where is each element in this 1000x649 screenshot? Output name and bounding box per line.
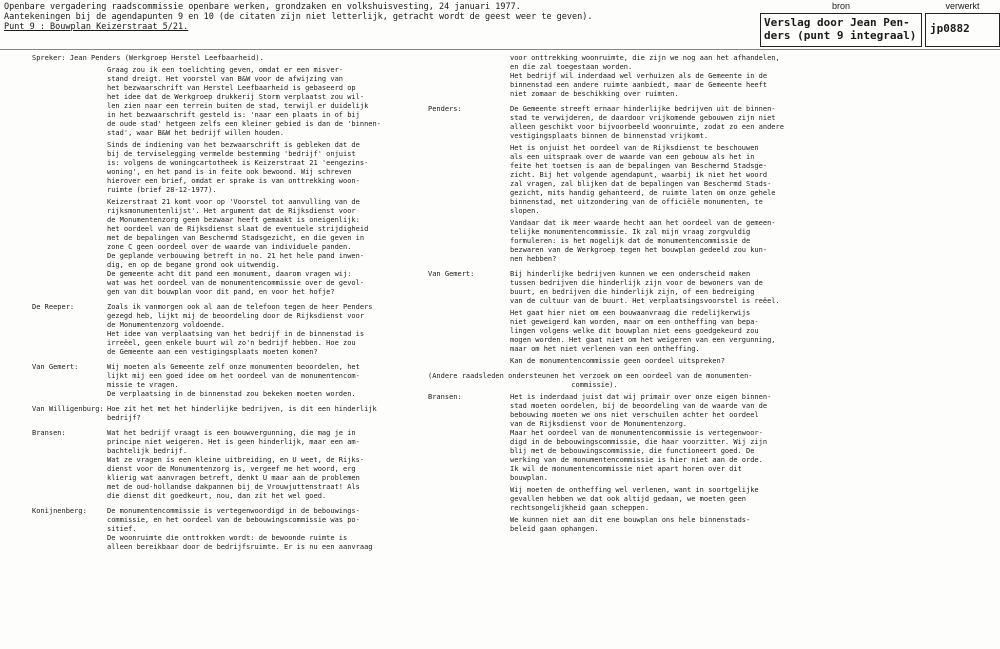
speech-paragraph: Wij moeten de ontheffing wel verlenen, want in soortgelijke gevallen hebben we dat ook altijd gedaan, we moeten geen rechtsongelijkheid gaan scheppen. [510, 486, 759, 512]
speaker-name: Bransen: [428, 393, 462, 401]
header-line-3: Punt 9 : Bouwplan Keizerstraat 5/21. [4, 22, 189, 32]
header-line-1: Openbare vergadering raadscommissie openbare werken, grondzaken en volkshuisvesting, 24 januari 1977. [4, 2, 521, 12]
speaker-name: Konijnenberg: [32, 507, 87, 515]
speech-paragraph: Het is inderdaad juist dat wij primair over onze eigen binnen- stad moeten oordelen, bij de beoordeling van de waarde van de bebouwing moeten we ons niet verschuilen achter het oordeel van de Rijksdienst voor de Monumentenzorg. Maar het oordeel van de monumentencommissie is vertegenwoor- digd in de bebouwingscommissie, die haar voorzitter. Wij zijn blij met de bebouwingscommissie, die functioneert goed. De werking van de monumentencommissie is hier niet aan de orde. Ik wil de monumentencommissie niet apart horen over dit bouwplan. [510, 393, 772, 482]
document-header [4, 2, 704, 32]
speech-text [510, 393, 828, 537]
archive-stamp [760, 1, 999, 47]
speaker-name: Penders: [428, 105, 462, 113]
speech-text [510, 270, 828, 369]
verwerkt-label: verwerkt [945, 1, 980, 11]
speaker-name: Van Gemert: [32, 363, 79, 371]
bron-label: bron [831, 1, 850, 11]
speech-block [32, 66, 392, 300]
speech-block [428, 393, 828, 537]
speech-text [107, 405, 392, 426]
speech-paragraph: Sinds de indiening van het bezwaarschrift is gebleken dat de bij de terviselegging vermelde bestemming 'bedrijf' onjuist is: volgens de woningcartotheek is Keizerstraat 21 'eengezins- woning', en het pand is in feite ook bewoond. Wij schreven hierover een brief, omdat er sprake is van onttrekking woon- ruimte (brief 28-12-1977). [107, 141, 369, 194]
speaker-name: Van Willigenburg: [32, 405, 104, 413]
bron-box [760, 13, 922, 47]
speaker-name [428, 54, 510, 102]
speech-paragraph: We kunnen niet aan dit ene bouwplan ons hele binnenstads- beleid gaan ophangen. [510, 516, 751, 533]
speech-paragraph: Zoals ik vanmorgen ook al aan de telefoon tegen de heer Penders gezegd heb, lijkt mij de beoordeling door de Rijksdienst voor de Monumentenzorg voldoende. Het idee van verplaatsing van het bedrijf in de binnenstad is irreëel, geen enkele buurt wil zo'n bedrijf hebben. Hoe zou de Gemeente aan een vestigingsplaats moeten komen? [107, 303, 373, 356]
speech-paragraph: Het is onjuist het oordeel van de Rijksdienst te beschouwen als een uitspraak over de waarde van een gebouw als het in feite het toetsen is aan de bepalingen van Beschermd Stadsge- zicht. Bij het volgende agendapunt, waarbij ik niet het woord zal vragen, zal blijken dat de bepalingen van Beschermd Stads- gezicht, mits handig gehanteerd, de ruimte laten om onze gehele binnenstad, met uitzondering van de officiële monumenten, te slopen. [510, 144, 776, 215]
speech-paragraph: Kan de monumentencommissie geen oordeel uitspreken? [510, 357, 725, 365]
speech-paragraph: Vandaar dat ik meer waarde hecht aan het oordeel van de gemeen- telijke monumentencommissie. Ik zal mijn vraag zorgvuldig formuleren: is het mogelijk dat de monumentencommissie de bezwaren van de Werkgroep tegen het bouwplan gedeeld zou kun- nen hebben? [510, 219, 776, 263]
speech-text [510, 105, 828, 267]
speech-block [428, 54, 828, 102]
speaker-name: De Reeper: [32, 303, 75, 311]
speech-paragraph: Wat het bedrijf vraagt is een bouwvergunning, die mag je in principe niet weigeren. Het is geen hinderlijk, maar een am- bachtelijk bedrijf. Wat ze vragen is een kleine uitbreiding, en U weet, de Rijks- dienst voor de Monumentenzorg is, vergeef me het woord, erg klierig wat aanvragen betreft, denkt U maar aan de problemen met de oud-hollandse dakpannen bij de Vrouwjuttenstraat! Als die dienst dit goedkeurt, nou, dan zit het wel goed. [107, 429, 365, 500]
right-column [428, 54, 828, 540]
header-divider [0, 49, 1000, 50]
speech-paragraph: Hoe zit het met het hinderlijke bedrijven, is dit een hinderlijk bedrijf? [107, 405, 377, 422]
speech-paragraph: Graag zou ik een toelichting geven, omdat er een misver- stand dreigt. Het voorstel van B&W voor de afwijzing van het bezwaarschrift van Herstel Leefbaarheid is gebaseerd op het idee dat de Werkgroep drukkerij Storm verplaatst zou wil- len zien naar een terrein buiten de stad, terwijl er duidelijk in het bezwaarschrift gesteld is: 'naar een plaats in of bij de oude stad' hetgeen zelfs een kleiner gebied is dan de 'binnen- stad', waar B&W het bedrijf willen houden. [107, 66, 381, 137]
speech-paragraph: Keizerstraat 21 komt voor op 'Voorstel tot aanvulling van de rijksmonumentenlijst'. Het argument dat de Rijksdienst voor de Monumentenzorg geen bezwaar heeft gemaakt is oneigenlijk: het oordeel van de Rijksdienst slaat de eventuele strijdigheid met de bepalingen van Beschermd Stadsgezicht, en die geven in zone C geen oordeel over de waarde van individuele panden. De geplande verbouwing betreft in no. 21 het hele pand inwen- dig, en op de begane grond ook uitwendig. De gemeente acht dit pand een monument, daarom vragen wij: wat was het oordeel van de monumentencommissie over de gevol- gen van dit bouwplan voor dit pand, en voor het hofje? [107, 198, 369, 296]
speech-block [428, 372, 828, 390]
speech-text [264, 54, 392, 63]
speech-block [32, 363, 392, 402]
speech-block [32, 303, 392, 360]
speech-block [428, 270, 828, 369]
speaker-name [32, 66, 107, 300]
left-column [32, 54, 392, 558]
speech-paragraph: Bij hinderlijke bedrijven kunnen we een onderscheid maken tussen bedrijven die hinderlijk zijn voor de bewoners van de buurt, en bedrijven die hinderlijk zijn, of een bedreiging van de cultuur van de buurt. Het verplaatsingsvoorstel is reëel. [510, 270, 780, 305]
speech-paragraph: Wij moeten als Gemeente zelf onze monumenten beoordelen, het lijkt mij een goed idee om het oordeel van de monumentencom- missie te vragen. De verplaatsing in de binnenstad zou bekeken moeten worden. [107, 363, 360, 398]
speech-text [107, 429, 392, 504]
speech-text [107, 507, 392, 555]
speech-block [428, 105, 828, 267]
verwerkt-box [925, 13, 1000, 47]
speech-paragraph: voor onttrekking woonruimte, die zijn we nog aan het afhandelen, en die zal toegestaan worden. Het bedrijf wil inderdaad wel verhuizen als de Gemeente in de binnenstad een andere ruimte aanbiedt, maar de Gemeente heeft niet zomaar de beschikking over ruimten. [510, 54, 780, 98]
speech-block [32, 507, 392, 555]
speaker-name: Spreker: Jean Penders (Werkgroep Herstel Leefbaarheid). [32, 54, 264, 62]
speech-block [32, 429, 392, 504]
speaker-name: Bransen: [32, 429, 66, 437]
speech-paragraph: Het gaat hier niet om een bouwaanvraag die redelijkerwijs niet geweigerd kan worden, maar om een ontheffing van bepa- lingen volgens welke dit bouwplan niet eens goedgekeurd zou mogen worden. Het gaat niet om het weigeren van een vergunning, maar om het niet verlenen van een ontheffing. [510, 309, 776, 353]
speech-text [510, 54, 828, 102]
speech-paragraph: De monumentencommissie is vertegenwoordigd in de bebouwings- commissie, en het oordeel van de bebouwingscommissie was po- sitief. De woonruimte die onttrokken wordt: de bewoonde ruimte is alleen bereikbaar door de bedrijfsruimte. Er is nu een aanvraag [107, 507, 373, 551]
speech-paragraph: De Gemeente streeft ernaar hinderlijke bedrijven uit de binnen- stad te verwijderen, de daardoor vrijkomende gebouwen zijn niet alleen geschikt voor bijvoorbeeld woonruimte, zodat zo een andere vestigingsplaats binnen de binnenstad vrijkomt. [510, 105, 784, 140]
speech-block [32, 405, 392, 426]
verwerkt-value: jp0882 [930, 22, 970, 35]
speech-text [107, 66, 392, 300]
speech-paragraph: (Andere raadsleden ondersteunen het verzoek om een oordeel van de monumenten- commissie). [428, 372, 753, 389]
speech-block [32, 54, 392, 63]
header-line-2: Aantekeningen bij de agendapunten 9 en 10 (de citaten zijn niet letterlijk, getracht wordt de geest weer te geven). [4, 12, 593, 22]
speech-text [107, 303, 392, 360]
bron-value: Verslag door Jean Pen- ders (punt 9 integraal) [764, 16, 917, 42]
speaker-name: Van Gemert: [428, 270, 475, 278]
speech-text [107, 363, 392, 402]
